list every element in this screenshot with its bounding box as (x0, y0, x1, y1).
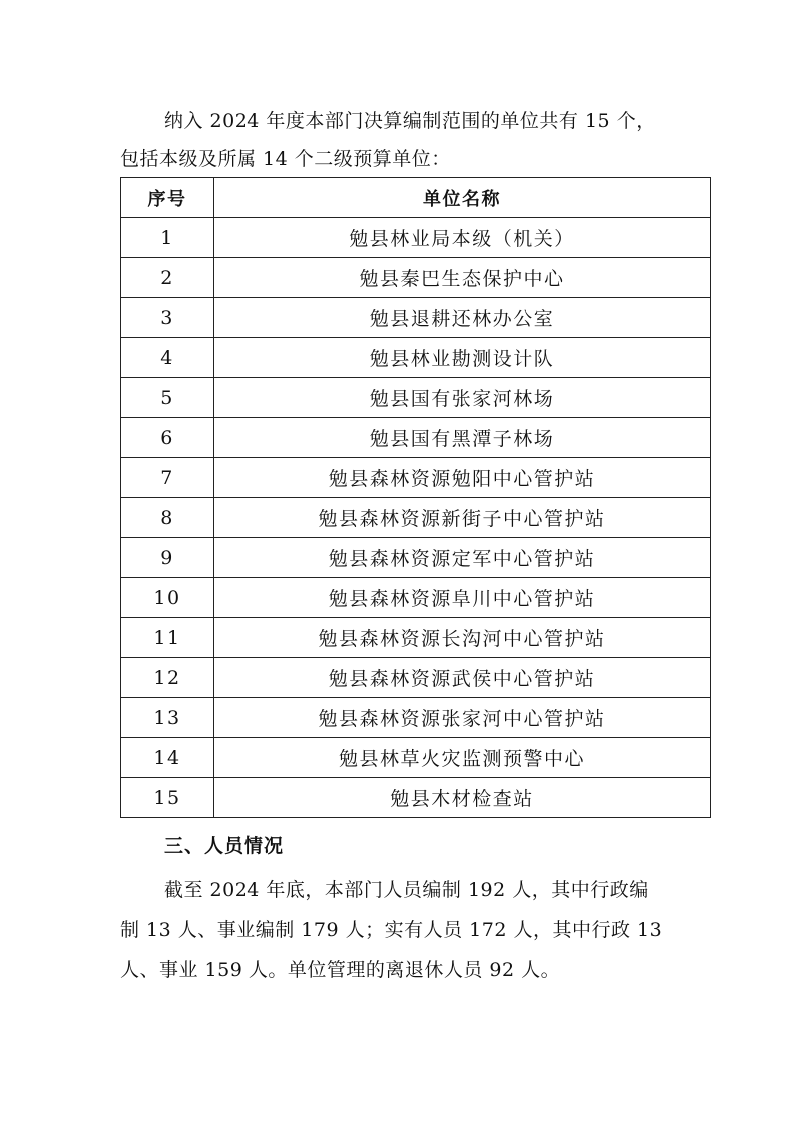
table-row (121, 338, 711, 378)
unit-name-cell: 勉县林业局本级（机关） (214, 218, 711, 258)
table-row (121, 618, 711, 658)
table-row (121, 458, 711, 498)
table-row (121, 538, 711, 578)
section3-line-3: 人、事业 159 人。单位管理的离退休人员 92 人。 (120, 959, 561, 981)
serial-cell: 3 (121, 298, 214, 338)
header-serial: 序号 (121, 178, 214, 218)
table-row (121, 578, 711, 618)
table-row (121, 778, 711, 818)
header-unit-name: 单位名称 (214, 178, 711, 218)
units-table (120, 177, 711, 818)
unit-name-cell: 勉县林业勘测设计队 (214, 338, 711, 378)
unit-name-cell: 勉县国有张家河林场 (214, 378, 711, 418)
serial-cell: 1 (121, 218, 214, 258)
unit-name-cell: 勉县国有黑潭子林场 (214, 418, 711, 458)
section3-line-1: 截至 2024 年底，本部门人员编制 192 人，其中行政编 (164, 879, 649, 901)
unit-name-cell: 勉县林草火灾监测预警中心 (214, 738, 711, 778)
unit-name-cell: 勉县森林资源武侯中心管护站 (214, 658, 711, 698)
table-row (121, 498, 711, 538)
serial-cell: 6 (121, 418, 214, 458)
serial-cell: 2 (121, 258, 214, 298)
serial-cell: 12 (121, 658, 214, 698)
unit-name-cell: 勉县木材检查站 (214, 778, 711, 818)
serial-cell: 15 (121, 778, 214, 818)
section3-line-2: 制 13 人、事业编制 179 人；实有人员 172 人，其中行政 13 (120, 919, 663, 941)
serial-cell: 7 (121, 458, 214, 498)
serial-cell: 8 (121, 498, 214, 538)
unit-name-cell: 勉县森林资源长沟河中心管护站 (214, 618, 711, 658)
unit-name-cell: 勉县森林资源阜川中心管护站 (214, 578, 711, 618)
table-row (121, 418, 711, 458)
unit-name-cell: 勉县森林资源勉阳中心管护站 (214, 458, 711, 498)
serial-cell: 11 (121, 618, 214, 658)
table-row (121, 258, 711, 298)
serial-cell: 14 (121, 738, 214, 778)
unit-name-cell: 勉县森林资源定军中心管护站 (214, 538, 711, 578)
table-row (121, 658, 711, 698)
table-body (121, 218, 711, 818)
serial-cell: 10 (121, 578, 214, 618)
serial-cell: 9 (121, 538, 214, 578)
unit-name-cell: 勉县森林资源新街子中心管护站 (214, 498, 711, 538)
table-row (121, 738, 711, 778)
intro-line-1: 纳入 2024 年度本部门决算编制范围的单位共有 15 个， (164, 110, 656, 132)
serial-cell: 5 (121, 378, 214, 418)
unit-name-cell: 勉县森林资源张家河中心管护站 (214, 698, 711, 738)
table-row (121, 298, 711, 338)
unit-name-cell: 勉县秦巴生态保护中心 (214, 258, 711, 298)
serial-cell: 13 (121, 698, 214, 738)
table-row (121, 378, 711, 418)
serial-cell: 4 (121, 338, 214, 378)
table-row (121, 218, 711, 258)
intro-line-2: 包括本级及所属 14 个二级预算单位： (120, 148, 451, 170)
section-heading: 三、人员情况 (164, 835, 285, 857)
table-header-row (121, 178, 711, 218)
table-row (121, 698, 711, 738)
unit-name-cell: 勉县退耕还林办公室 (214, 298, 711, 338)
